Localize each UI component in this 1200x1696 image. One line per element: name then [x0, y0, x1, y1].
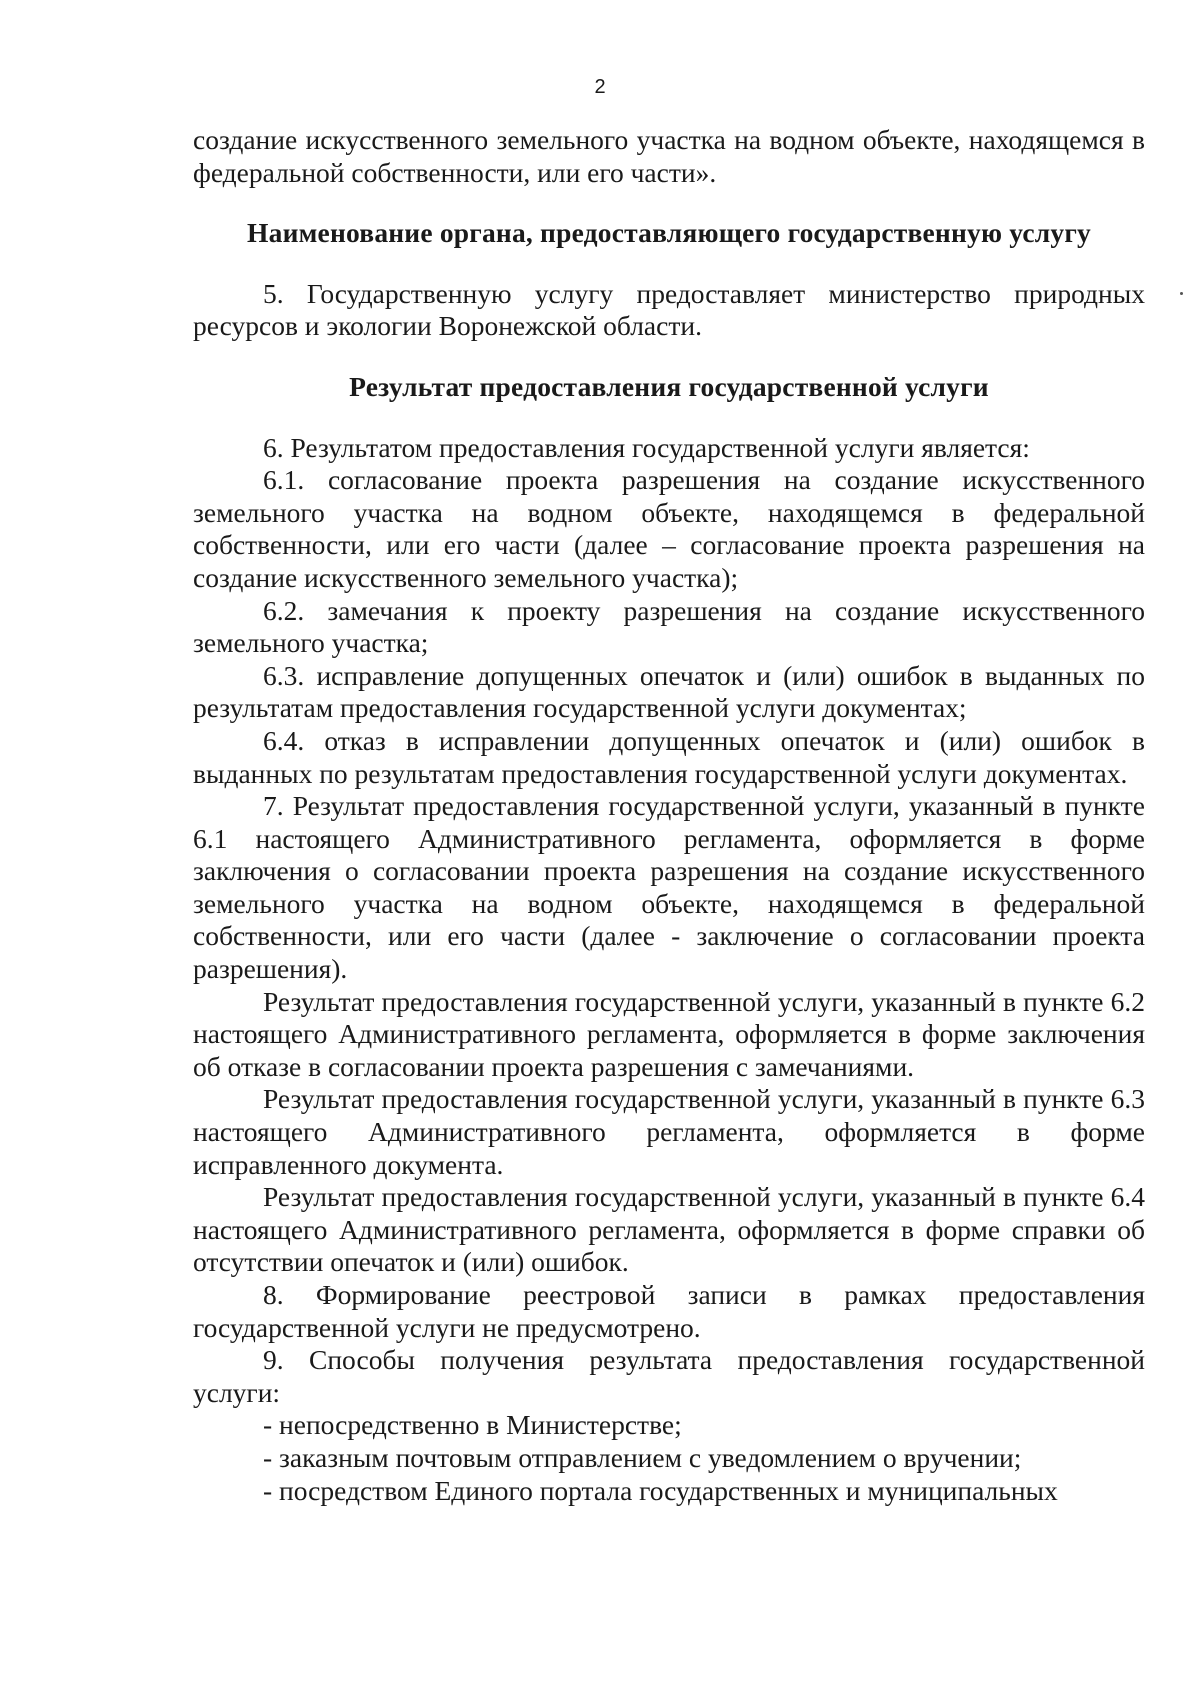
- intro-paragraph: создание искусственного земельного участка на водном объекте, находящемся в федеральной собственности, или его части».: [193, 124, 1145, 188]
- paragraph-6-4: 6.4. отказ в исправлении допущенных опечаток и (или) ошибок в выданных по результатам предоставления государственной услуги документах.: [193, 724, 1145, 789]
- paragraph-8: 8. Формирование реестровой записи в рамках предоставления государственной услуги не предусмотрено.: [193, 1279, 1145, 1343]
- page-number: 2: [594, 76, 606, 98]
- list-item-registered-mail: - заказным почтовым отправлением с уведомлением о вручении;: [263, 1441, 1022, 1473]
- paragraph-7-result-6-2: Результат предоставления государственной услуги, указанный в пункте 6.2 настоящего Административного регламента, оформляется в форме заключения об отказе в согласовании проекта разрешения с замечаниями.: [193, 985, 1145, 1082]
- list-item-unified-portal: - посредством Единого портала государственных и муниципальных: [263, 1474, 1058, 1506]
- paragraph-7: 7. Результат предоставления государственной услуги, указанный в пункте 6.1 настоящего Административного регламента, оформляется в форме заключения о согласовании проекта разрешения на создание искусственного земельного участка на водном объекте, находящемся в федеральной собственности, или его части (далее - заключение о согласовании проекта разрешения).: [193, 790, 1145, 985]
- paragraph-6-2: 6.2. замечания к проекту разрешения на создание искусственного земельного участка;: [193, 594, 1145, 659]
- paragraph-6-3: 6.3. исправление допущенных опечаток и (или) ошибок в выданных по результатам предоставления государственной услуги документах;: [193, 659, 1145, 724]
- scan-speck: [1180, 292, 1183, 295]
- document-body: [193, 124, 1145, 1507]
- paragraph-6-1: 6.1. согласование проекта разрешения на создание искусственного земельного участка на водном объекте, находящемся в федеральной собственности, или его части (далее – согласование проекта разрешения на создание искусственного земельного участка);: [193, 464, 1145, 593]
- paragraph-7-result-6-4: Результат предоставления государственной услуги, указанный в пункте 6.4 настоящего Административного регламента, оформляется в форме справки об отсутствии опечаток и (или) ошибок.: [193, 1181, 1145, 1278]
- paragraph-9: 9. Способы получения результата предоставления государственной услуги:: [193, 1344, 1145, 1408]
- paragraph-5: 5. Государственную услугу предоставляет министерство природных ресурсов и экологии Воронежской области.: [193, 277, 1145, 342]
- section-heading-authority: Наименование органа, предоставляющего государственную услугу: [247, 217, 1091, 249]
- section-heading-result: Результат предоставления государственной услуги: [349, 370, 989, 402]
- paragraph-6: 6. Результатом предоставления государственной услуги является:: [263, 431, 1030, 463]
- list-item-ministry: - непосредственно в Министерстве;: [263, 1409, 682, 1441]
- paragraph-7-result-6-3: Результат предоставления государственной услуги, указанный в пункте 6.3 настоящего Административного регламента, оформляется в форме исправленного документа.: [193, 1083, 1145, 1180]
